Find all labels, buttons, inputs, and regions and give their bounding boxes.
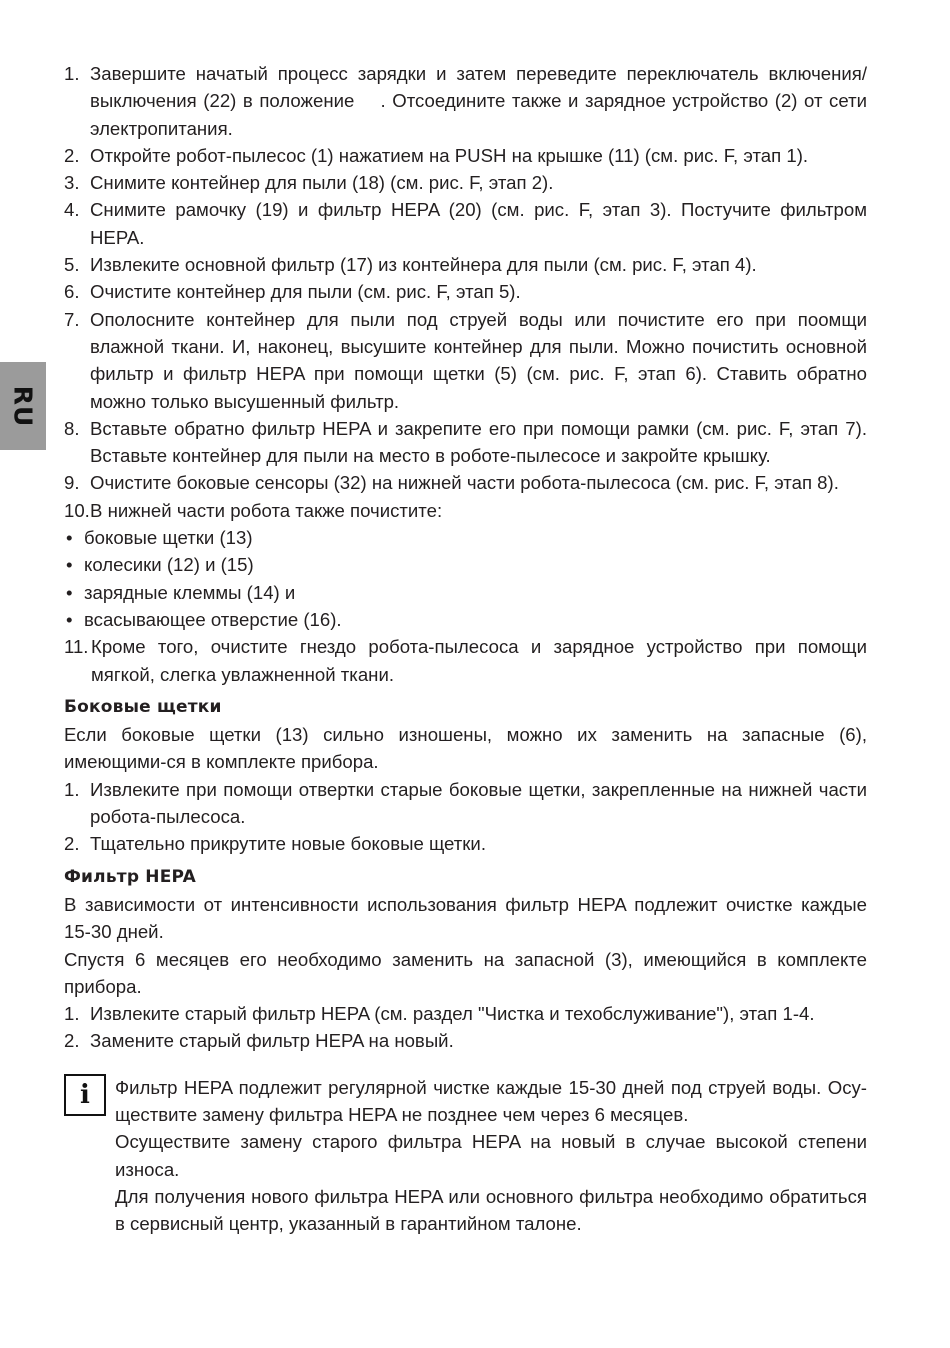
bullet-item: • всасывающее отверстие (16). [66, 608, 342, 630]
info-note [64, 1074, 867, 1238]
list-item: 4. Снимите рамочку (19) и фильтр HEPA (20) (см. рис. F, этап 3). Постучите фильтром HEPA. [64, 199, 867, 248]
bullet-list [64, 524, 867, 633]
list-item: 7. Ополосните контейнер для пыли под струей воды или почистите его при поомщи влажной ткани. И, наконец, высушите контейнер для пыли. Можно почистить основной фильтр и фильтр HEPA при помощи щетки (5) (см. рис. F, этап 6). Ставить обратно можно только высушенный фильтр. [64, 308, 867, 412]
list-item: 5. Извлеките основной фильтр (17) из контейнера для пыли (см. рис. F, этап 4). [64, 254, 757, 276]
list-item: 2. Откройте робот-пылесос (1) нажатием на PUSH на крышке (11) (см. рис. F, этап 1). [64, 144, 809, 166]
section-paragraph: Если боковые щетки (13) сильно изношены, можно их заменить на запасные (6), имеющими-ся в комплекте прибора. [64, 724, 867, 773]
language-tab [0, 362, 46, 450]
list-item: 8. Вставьте обратно фильтр HEPA и закрепите его при помощи рамки (см. рис. F, этап 7). Вставьте контейнер для пыли на место в роботе-пылесосе и закройте крышку. [64, 417, 867, 467]
section-heading: Фильтр HEPA [64, 866, 197, 887]
list-item: 3. Снимите контейнер для пыли (18) (см. рис. F, этап 2). [64, 172, 554, 194]
language-tab-label: RU [8, 385, 38, 427]
list-item: 9. Очистите боковые сенсоры (32) на нижней части робота-пылесоса (см. рис. F, этап 8). [64, 472, 839, 494]
bullet-item: • колесики (12) и (15) [66, 554, 254, 576]
bullet-item: • зарядные клеммы (14) и [66, 581, 296, 603]
note-line: Осуществите замену старого фильтра HEPA на новый в случае высокой степени износа. [115, 1131, 867, 1180]
section-heading: Боковые щетки [64, 696, 222, 717]
info-icon: i [64, 1074, 106, 1116]
cleaning-steps-list [64, 60, 867, 688]
note-line: Фильтр HEPA подлежит регулярной чистке каждые 15-30 дней под струей воды. Осу-ществите замену фильтра HEPA не позднее чем через 6 месяцев. [115, 1076, 867, 1125]
list-item: 10. В нижней части робота также почистите: [64, 499, 443, 521]
section-hepa-filter [64, 864, 867, 1055]
list-item: 2. Тщательно прикрутите новые боковые щетки. [64, 833, 486, 855]
page-content [64, 60, 867, 1237]
list-item: 1. Извлеките при помощи отвертки старые боковые щетки, закрепленные на нижней части робота-пылесоса. [64, 778, 867, 828]
section-paragraph: Спустя 6 месяцев его необходимо заменить на запасной (3), имеющийся в комплекте прибора. [64, 948, 867, 997]
section-paragraph: В зависимости от интенсивности использования фильтр HEPA подлежит очистке каждые 15-30 дней. [64, 893, 867, 943]
list-item: 1. Завершите начатый процесс зарядки и затем переведите переключатель включения/ выключения (22) в положение . Отсоедините также и зарядное устройство (2) от сети электропитания. [64, 63, 867, 139]
list-item: 11. Кроме того, очистите гнездо робота-пылесоса и зарядное устройство при помощи мягкой, слегка увлажненной ткани. [64, 636, 867, 685]
bullet-item: • боковые щетки (13) [66, 527, 253, 549]
list-item: 2. Замените старый фильтр HEPA на новый. [64, 1030, 454, 1052]
note-line: Для получения нового фильтра HEPA или основного фильтра необходимо обратиться в сервисный центр, указанный в гарантийном талоне. [115, 1185, 867, 1235]
list-item: 6. Очистите контейнер для пыли (см. рис. F, этап 5). [64, 281, 521, 303]
section-side-brushes [64, 694, 867, 858]
list-item: 1. Извлеките старый фильтр HEPA (см. раздел "Чистка и техобслуживание"), этап 1-4. [64, 1003, 815, 1025]
